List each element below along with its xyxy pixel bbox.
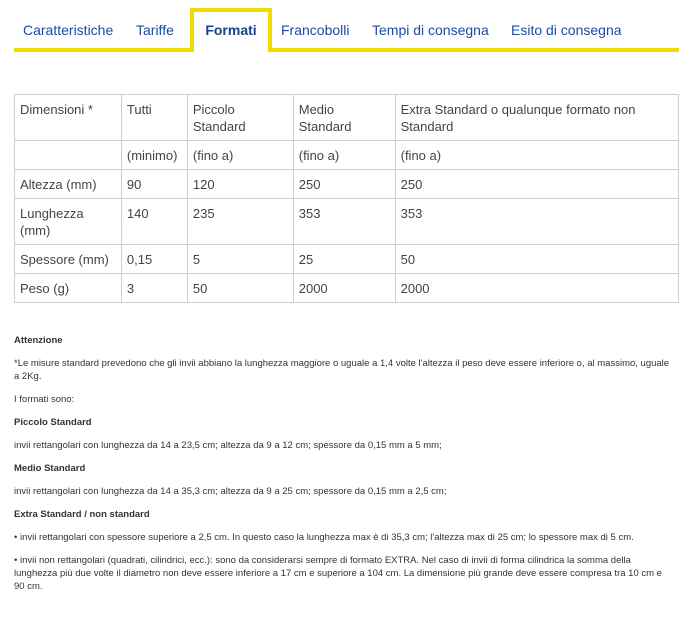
table-header-cell: Medio Standard bbox=[293, 95, 395, 141]
table-header-cell: Tutti bbox=[121, 95, 187, 141]
table-cell bbox=[15, 141, 122, 170]
table-cell: 140 bbox=[121, 199, 187, 245]
table-header-cell: Dimensioni * bbox=[15, 95, 122, 141]
tab-caratteristiche[interactable]: Caratteristiche bbox=[23, 22, 114, 38]
table-cell: 235 bbox=[187, 199, 293, 245]
medio-standard-text: invii rettangolari con lunghezza da 14 a 35,3 cm; altezza da 9 a 25 cm; spessore da 0,15 mm a 2,5 cm; bbox=[14, 486, 447, 497]
table-header-cell: Piccolo Standard bbox=[187, 95, 293, 141]
table-cell: 50 bbox=[395, 245, 678, 274]
piccolo-standard-text: invii rettangolari con lunghezza da 14 a 23,5 cm; altezza da 9 a 12 cm; spessore da 0,15 mm a 5 mm; bbox=[14, 440, 442, 451]
table-header-cell: Extra Standard o qualunque formato non Standard bbox=[395, 95, 678, 141]
table-cell: Altezza (mm) bbox=[15, 170, 122, 199]
table-cell: Peso (g) bbox=[15, 274, 122, 303]
formats-table bbox=[14, 94, 679, 303]
notes-section bbox=[14, 334, 674, 603]
table-header-row bbox=[15, 95, 679, 141]
formats-intro: I formati sono: bbox=[14, 394, 75, 405]
standard-note: *Le misure standard prevedono che gli invii abbiano la lunghezza maggiore o uguale a 1,4 volte l'altezza il peso deve essere inferiore o, al massimo, uguale a 2Kg. bbox=[14, 358, 670, 382]
tab-tempi-di-consegna[interactable]: Tempi di consegna bbox=[372, 22, 489, 38]
table-cell: 3 bbox=[121, 274, 187, 303]
table-cell: (minimo) bbox=[121, 141, 187, 170]
table-cell: 0,15 bbox=[121, 245, 187, 274]
table-cell: 353 bbox=[293, 199, 395, 245]
table-cell: (fino a) bbox=[395, 141, 678, 170]
table-cell: Lunghezza (mm) bbox=[15, 199, 122, 245]
tab-formati[interactable]: Formati bbox=[190, 8, 272, 52]
table-cell: 250 bbox=[395, 170, 678, 199]
table-cell: 120 bbox=[187, 170, 293, 199]
table-cell: (fino a) bbox=[187, 141, 293, 170]
extra-standard-text-1: • invii rettangolari con spessore superiore a 2,5 cm. In questo caso la lunghezza max è di 35,3 cm; l'altezza max di 25 cm; lo spessore max di 5 cm. bbox=[14, 532, 634, 543]
table-row bbox=[15, 245, 679, 274]
tab-tariffe[interactable]: Tariffe bbox=[136, 22, 174, 38]
extra-standard-title: Extra Standard / non standard bbox=[14, 509, 150, 520]
attention-title: Attenzione bbox=[14, 335, 63, 346]
table-cell: 250 bbox=[293, 170, 395, 199]
table-cell: Spessore (mm) bbox=[15, 245, 122, 274]
table-cell: 5 bbox=[187, 245, 293, 274]
extra-standard-text-2: • invii non rettangolari (quadrati, cilindrici, ecc.): sono da considerarsi sempre di formato EXTRA. Nel caso di invii di forma cilindrica la somma della lunghezza più due volte il diametro non deve essere inferiore a 17 cm e superiore a 104 cm. La dimensione più grande deve essere compresa tra 10 cm e 90 cm. bbox=[14, 555, 662, 592]
medio-standard-title: Medio Standard bbox=[14, 463, 86, 474]
table-cell: 90 bbox=[121, 170, 187, 199]
tab-esito-di-consegna[interactable]: Esito di consegna bbox=[511, 22, 622, 38]
table-cell: 25 bbox=[293, 245, 395, 274]
table-subheader-row bbox=[15, 141, 679, 170]
table-row bbox=[15, 199, 679, 245]
piccolo-standard-title: Piccolo Standard bbox=[14, 417, 92, 428]
table-cell: 2000 bbox=[395, 274, 678, 303]
tab-francobolli[interactable]: Francobolli bbox=[281, 22, 350, 38]
table-cell: 50 bbox=[187, 274, 293, 303]
table-row bbox=[15, 274, 679, 303]
tab-bar bbox=[14, 8, 679, 53]
table-cell: (fino a) bbox=[293, 141, 395, 170]
table-row bbox=[15, 170, 679, 199]
table-cell: 353 bbox=[395, 199, 678, 245]
table-cell: 2000 bbox=[293, 274, 395, 303]
